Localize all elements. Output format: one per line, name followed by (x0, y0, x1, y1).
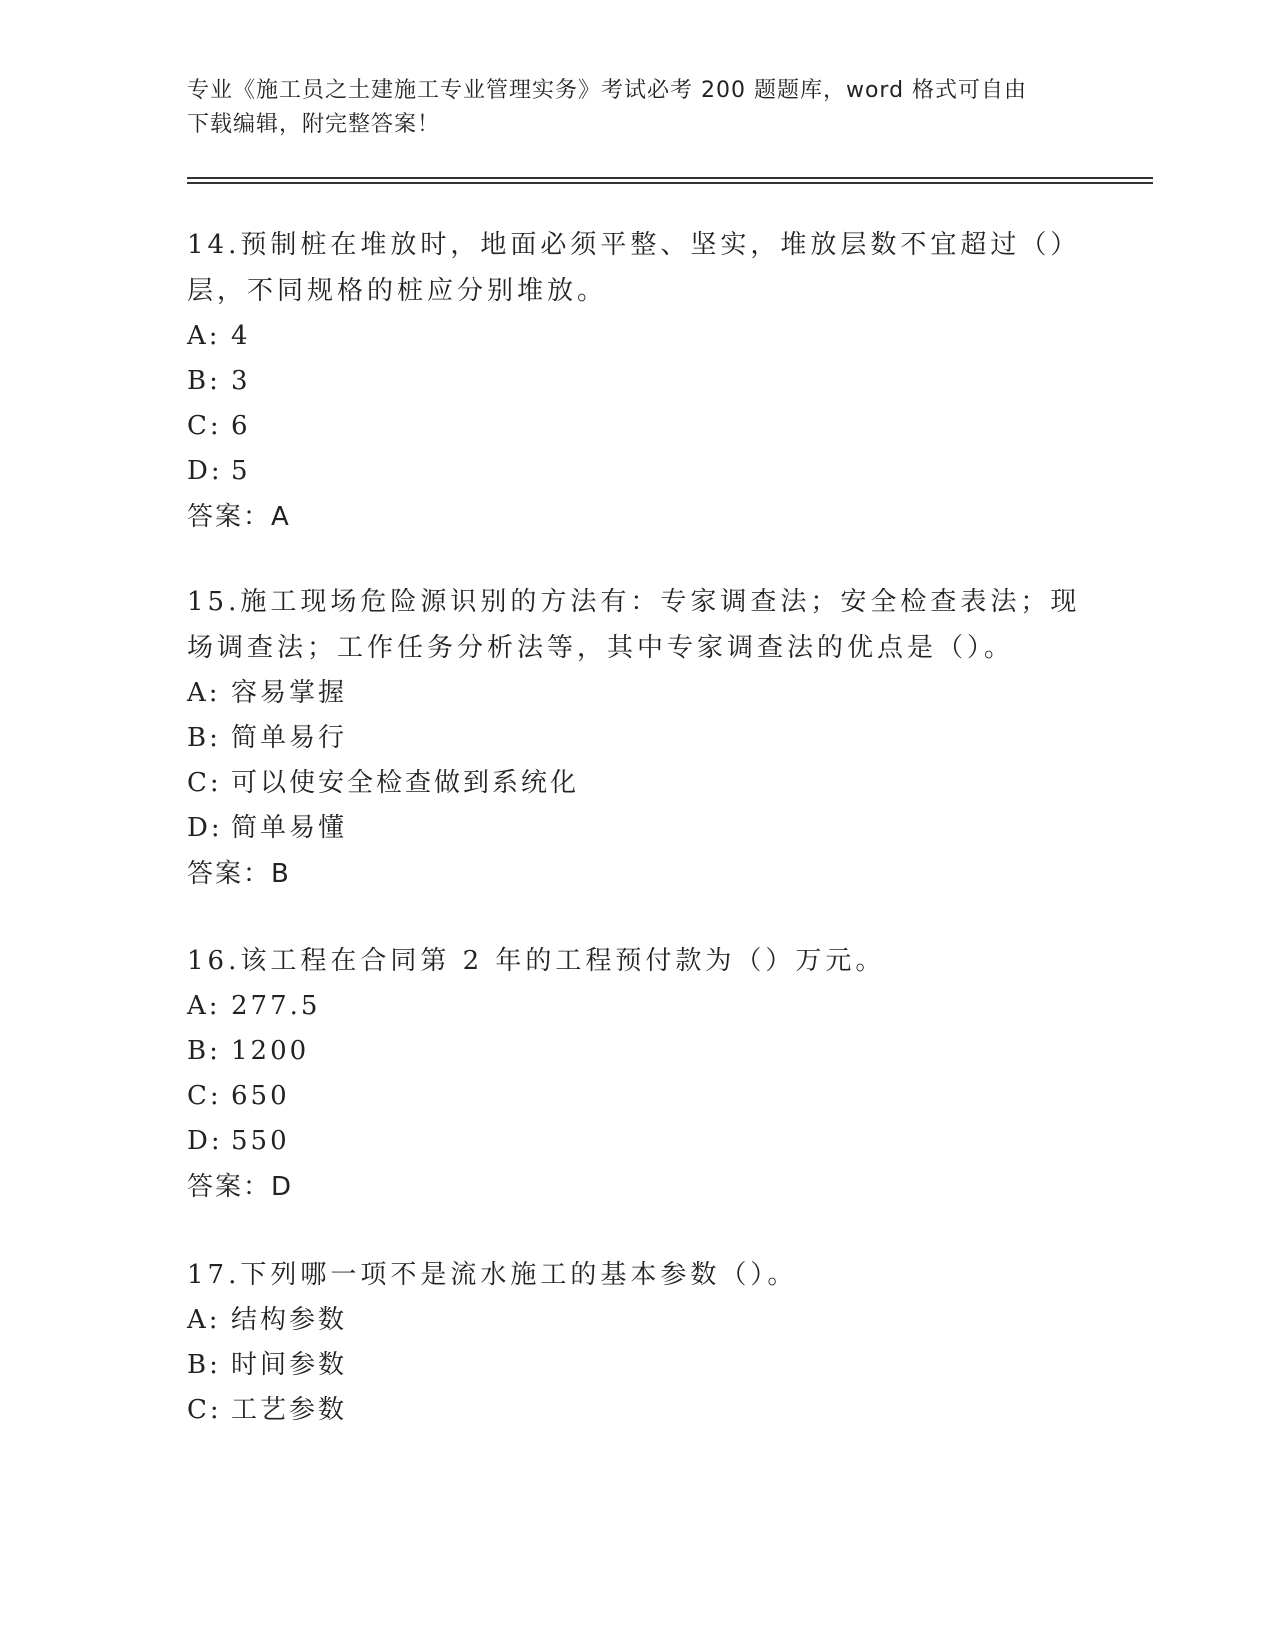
header-line-1: 专业《施工员之土建施工专业管理实务》考试必考 200 题题库，word 格式可自由 (187, 78, 1028, 103)
option-key: B: (187, 723, 221, 753)
question-text: 14.预制桩在堆放时，地面必须平整、坚实，堆放层数不宜超过（）层，不同规格的桩应分别堆放。 (187, 230, 1081, 306)
document-header (187, 74, 1067, 142)
option-key: A: (187, 321, 221, 351)
option-key: B: (187, 1350, 221, 1380)
answer: 答案：B (187, 859, 291, 889)
question-text: 15.施工现场危险源识别的方法有：专家调查法；安全检查表法；现场调查法；工作任务分析法等，其中专家调查法的优点是（）。 (187, 587, 1081, 663)
option-key: C: (187, 411, 222, 441)
question-17 (187, 1252, 1087, 1433)
option-key: B: (187, 1036, 221, 1066)
option-a (187, 984, 1087, 1029)
option-value: 工艺参数 (231, 1395, 348, 1425)
option-c (187, 761, 1087, 806)
header-line-2: 下载编辑，附完整答案！ (187, 112, 441, 137)
option-value: 时间参数 (231, 1350, 348, 1380)
answer: 答案：D (187, 1172, 294, 1202)
option-b (187, 359, 1087, 404)
option-key: C: (187, 1395, 222, 1425)
option-key: C: (187, 1081, 222, 1111)
option-key: A: (187, 678, 221, 708)
option-value: 277.5 (231, 991, 321, 1021)
option-c (187, 1388, 1087, 1433)
option-a (187, 314, 1087, 359)
option-d (187, 806, 1087, 851)
option-key: C: (187, 768, 222, 798)
option-b (187, 1029, 1087, 1074)
option-value: 简单易行 (231, 723, 348, 753)
option-c (187, 1074, 1087, 1119)
option-c (187, 404, 1087, 449)
option-value: 650 (231, 1081, 290, 1111)
option-value: 容易掌握 (231, 678, 348, 708)
option-value: 4 (231, 321, 251, 351)
question-15 (187, 579, 1087, 897)
option-value: 结构参数 (231, 1305, 348, 1335)
option-key: D: (187, 813, 223, 843)
header-divider-top (187, 177, 1153, 179)
option-value: 6 (231, 411, 251, 441)
option-key: A: (187, 1305, 221, 1335)
option-b (187, 716, 1087, 761)
option-d (187, 449, 1087, 494)
question-text: 17.下列哪一项不是流水施工的基本参数（）。 (187, 1260, 798, 1290)
option-value: 5 (231, 456, 251, 486)
option-value: 3 (231, 366, 251, 396)
question-14 (187, 222, 1087, 540)
header-divider-bottom (187, 182, 1153, 184)
option-key: D: (187, 1126, 223, 1156)
question-text: 16.该工程在合同第 2 年的工程预付款为（）万元。 (187, 946, 886, 976)
option-a (187, 1298, 1087, 1343)
option-b (187, 1343, 1087, 1388)
option-d (187, 1119, 1087, 1164)
option-value: 550 (231, 1126, 290, 1156)
option-value: 1200 (231, 1036, 310, 1066)
option-key: A: (187, 991, 221, 1021)
option-a (187, 671, 1087, 716)
option-value: 简单易懂 (231, 813, 348, 843)
question-16 (187, 938, 1087, 1210)
answer: 答案：A (187, 502, 291, 532)
option-key: B: (187, 366, 221, 396)
option-value: 可以使安全检查做到系统化 (231, 768, 580, 798)
option-key: D: (187, 456, 223, 486)
